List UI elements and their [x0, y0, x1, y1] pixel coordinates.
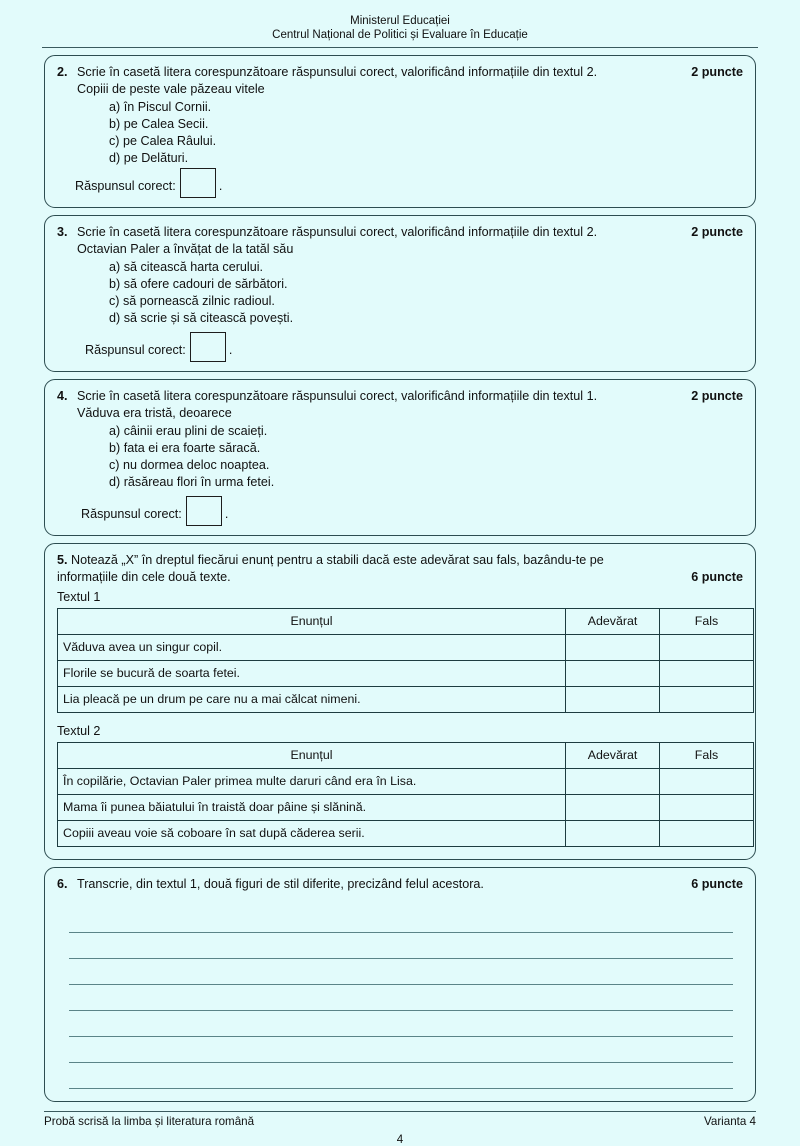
- answer-input-box[interactable]: [186, 496, 222, 526]
- column-header-statement: Enunțul: [58, 609, 566, 635]
- question-3-stem: Scrie în casetă litera corespunzătoare răspunsului corect, valorificând informațiile din textul 2.: [77, 225, 598, 239]
- answer-label: Răspunsul corect:: [81, 506, 182, 521]
- column-header-false: Fals: [660, 609, 754, 635]
- question-5-stem-line2: informațiile din cele două texte.: [57, 570, 231, 584]
- answer-line[interactable]: [69, 985, 733, 1011]
- option-a[interactable]: a) în Piscul Cornii.: [109, 100, 212, 114]
- table-row: [58, 795, 754, 821]
- false-cell[interactable]: [660, 821, 754, 847]
- true-cell[interactable]: [566, 661, 660, 687]
- statement-cell: Văduva avea un singur copil.: [58, 635, 566, 661]
- footer-variant: Varianta 4: [704, 1115, 756, 1128]
- answer-input-box[interactable]: [190, 332, 226, 362]
- answer-label: Răspunsul corect:: [85, 342, 186, 357]
- true-cell[interactable]: [566, 769, 660, 795]
- false-cell[interactable]: [660, 795, 754, 821]
- table-row: [58, 635, 754, 661]
- answer-line[interactable]: [69, 959, 733, 985]
- question-block-4: [44, 379, 756, 536]
- question-3-answer-row: [57, 339, 743, 361]
- answer-suffix: .: [224, 506, 229, 521]
- false-cell[interactable]: [660, 769, 754, 795]
- question-4-points: 2 puncte: [691, 389, 743, 403]
- question-2-heading: [57, 64, 743, 81]
- document-header: [0, 0, 800, 42]
- true-false-table-1: [57, 608, 754, 713]
- question-6-number: 6.: [57, 877, 68, 891]
- table2-label: Textul 2: [57, 724, 101, 738]
- true-cell[interactable]: [566, 687, 660, 713]
- option-b[interactable]: b) fata ei era foarte săracă.: [109, 441, 261, 455]
- footer-divider: [44, 1111, 756, 1112]
- question-2-points: 2 puncte: [691, 65, 743, 79]
- table-row: [58, 769, 754, 795]
- column-header-false: Fals: [660, 743, 754, 769]
- answer-suffix: .: [228, 342, 233, 357]
- header-ministry: Ministerul Educației: [350, 15, 450, 27]
- option-a[interactable]: a) câinii erau plini de scaieți.: [109, 424, 268, 438]
- false-cell[interactable]: [660, 687, 754, 713]
- footer-exam-title: Probă scrisă la limba și literatura română: [44, 1115, 255, 1128]
- table-header-row: [58, 609, 754, 635]
- question-5-line1: [57, 552, 743, 569]
- answer-line[interactable]: [69, 1037, 733, 1063]
- question-block-6: [44, 867, 756, 1102]
- statement-cell: Florile se bucură de soarta fetei.: [58, 661, 566, 687]
- option-d[interactable]: d) să scrie și să citească povești.: [109, 311, 294, 325]
- statement-cell: Copiii aveau voie să coboare în sat după căderea serii.: [58, 821, 566, 847]
- question-3-heading: [57, 224, 743, 241]
- table-row: [58, 661, 754, 687]
- header-divider: [42, 47, 758, 48]
- question-5-points: 6 puncte: [691, 570, 743, 584]
- statement-cell: În copilărie, Octavian Paler primea multe daruri când era în Lisa.: [58, 769, 566, 795]
- question-3-subtext: Octavian Paler a învățat de la tatăl său: [77, 242, 294, 256]
- question-2-subtext: Copiii de peste vale păzeau vitele: [77, 82, 265, 96]
- question-6-points: 6 puncte: [691, 877, 743, 891]
- option-c[interactable]: c) să pornească zilnic radioul.: [109, 294, 275, 308]
- false-cell[interactable]: [660, 661, 754, 687]
- question-4-stem: Scrie în casetă litera corespunzătoare răspunsului corect, valorificând informațiile din textul 1.: [77, 389, 598, 403]
- option-b[interactable]: b) să ofere cadouri de sărbători.: [109, 277, 288, 291]
- question-block-3: [44, 215, 756, 372]
- statement-cell: Mama îi punea băiatului în traistă doar pâine și slănină.: [58, 795, 566, 821]
- question-3-points: 2 puncte: [691, 225, 743, 239]
- header-center: Centrul Național de Politici și Evaluare în Educație: [272, 29, 528, 41]
- question-6-answer-area: [57, 907, 743, 1089]
- page-number: 4: [396, 1133, 404, 1146]
- question-5-number: 5.: [57, 553, 68, 567]
- option-d[interactable]: d) răsăreau flori în urma fetei.: [109, 475, 275, 489]
- true-cell[interactable]: [566, 821, 660, 847]
- question-6-heading: [57, 876, 743, 893]
- answer-suffix: .: [218, 178, 223, 193]
- answer-line[interactable]: [69, 1063, 733, 1089]
- table2-wrapper: [57, 742, 743, 847]
- true-false-table-2: [57, 742, 754, 847]
- question-6-stem: Transcrie, din textul 1, două figuri de stil diferite, precizând felul acestora.: [77, 877, 484, 891]
- option-c[interactable]: c) pe Calea Râului.: [109, 134, 217, 148]
- question-2-number: 2.: [57, 65, 68, 79]
- question-2-answer-row: [57, 175, 743, 197]
- question-5-heading: [57, 552, 743, 586]
- question-5-line2: [57, 569, 743, 586]
- answer-line[interactable]: [69, 907, 733, 933]
- true-cell[interactable]: [566, 795, 660, 821]
- column-header-statement: Enunțul: [58, 743, 566, 769]
- question-4-heading: [57, 388, 743, 405]
- option-b[interactable]: b) pe Calea Secii.: [109, 117, 209, 131]
- table-header-row: [58, 743, 754, 769]
- answer-label: Răspunsul corect:: [75, 178, 176, 193]
- table-row: [58, 687, 754, 713]
- column-header-true: Adevărat: [566, 609, 660, 635]
- table-row: [58, 821, 754, 847]
- question-4-number: 4.: [57, 389, 68, 403]
- option-a[interactable]: a) să citească harta cerului.: [109, 260, 263, 274]
- answer-line[interactable]: [69, 933, 733, 959]
- question-block-5: [44, 543, 756, 860]
- option-c[interactable]: c) nu dormea deloc noaptea.: [109, 458, 270, 472]
- answer-line[interactable]: [69, 1011, 733, 1037]
- question-4-subtext: Văduva era tristă, deoarece: [77, 406, 232, 420]
- page-footer: [44, 1115, 756, 1128]
- option-d[interactable]: d) pe Delături.: [109, 151, 189, 165]
- table1-label: Textul 1: [57, 590, 101, 604]
- false-cell[interactable]: [660, 635, 754, 661]
- question-3-number: 3.: [57, 225, 68, 239]
- question-2-options: [57, 99, 743, 167]
- question-2-stem: Scrie în casetă litera corespunzătoare răspunsului corect, valorificând informațiile din textul 2.: [77, 65, 598, 79]
- question-3-options: [57, 259, 743, 327]
- question-5-stem-line1: Notează „X” în dreptul fiecărui enunț pentru a stabili dacă este adevărat sau fals, bazându-te pe: [71, 553, 604, 567]
- column-header-true: Adevărat: [566, 743, 660, 769]
- statement-cell: Lia pleacă pe un drum pe care nu a mai călcat nimeni.: [58, 687, 566, 713]
- answer-input-box[interactable]: [180, 168, 216, 198]
- table1-wrapper: [57, 608, 743, 713]
- question-block-2: [44, 55, 756, 208]
- true-cell[interactable]: [566, 635, 660, 661]
- question-4-answer-row: [57, 503, 743, 525]
- question-4-options: [57, 423, 743, 491]
